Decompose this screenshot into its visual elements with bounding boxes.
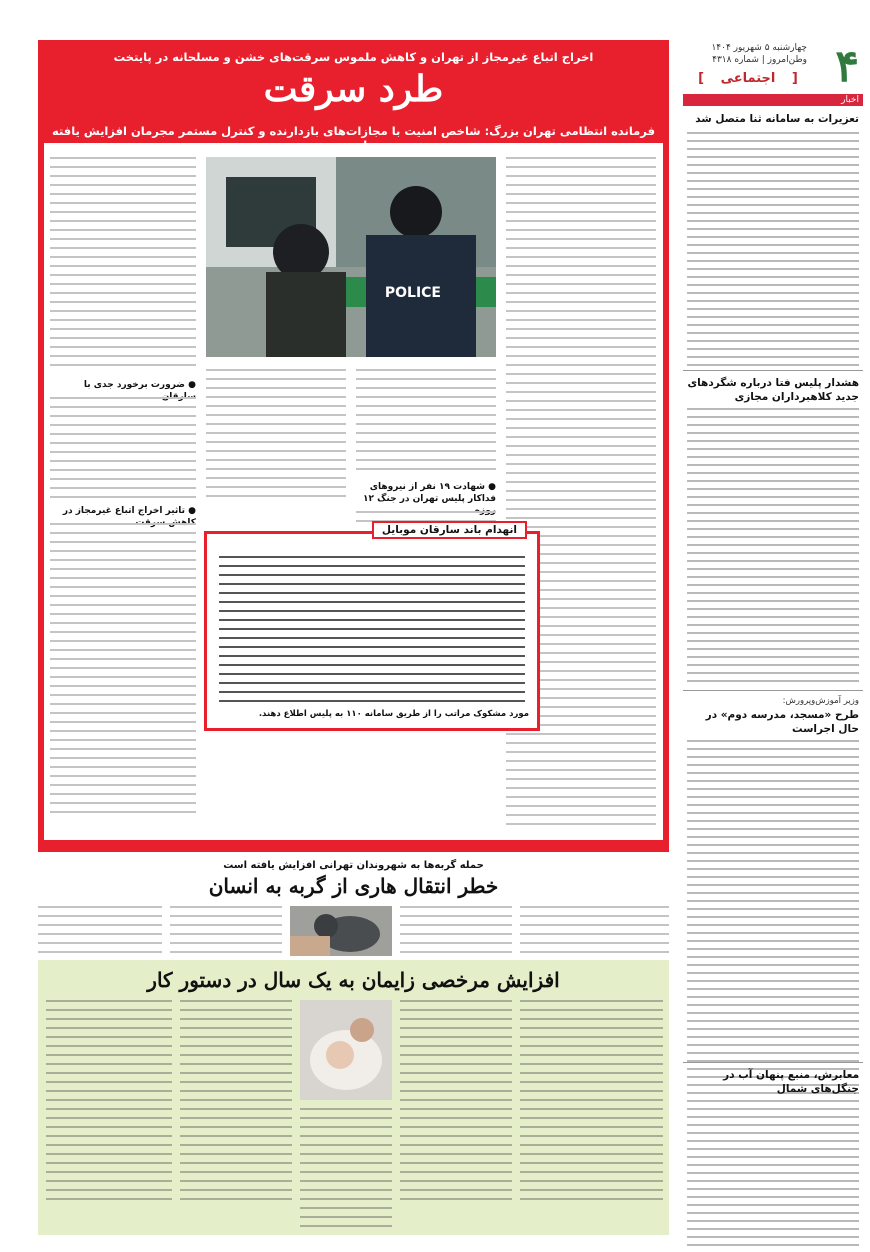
- sidebar-headline-4[interactable]: معابرش، منبع پنهان آب در جنگل‌های شمال: [723, 1069, 859, 1095]
- subhead-martyrs: ● شهادت ۱۹ نفر از نیروهای فداکار پلیس تهران در جنگ ۱۲: [363, 482, 496, 504]
- sidebar-body-4: [687, 1100, 859, 1252]
- sidebar-headline-1[interactable]: تعزیرات به سامانه ثنا متصل شد: [695, 113, 859, 125]
- cat-photo: [290, 906, 392, 956]
- sidebar-body-2: [687, 408, 859, 688]
- middle-column-4: [38, 906, 162, 960]
- sidebar: [683, 40, 863, 1235]
- section-name: اجتماعی: [720, 71, 776, 86]
- bottom-column-1: [520, 1000, 663, 1207]
- bottom-column-3b: [300, 1108, 392, 1234]
- photo-police-label: POLICE: [384, 285, 441, 301]
- page-number: ۴: [835, 41, 859, 92]
- section-title: [ اجتماعی ]: [698, 71, 798, 86]
- inset-last-line: مورد مشکوک مراتب را از طریق سامانه ۱۱۰ به پلیس اطلاع دهند.: [258, 709, 529, 719]
- bottom-column-4: [46, 1000, 172, 1207]
- subhead-strict-action: ● ضرورت برخورد جدی با: [83, 380, 196, 390]
- top-article: [38, 40, 669, 852]
- top-article-title[interactable]: طرد سرقت: [263, 68, 444, 110]
- bottom-column-3: [180, 1000, 292, 1207]
- baby-photo: [300, 1000, 392, 1100]
- bottom-article-title[interactable]: افزایش مرخصی زایمان به یک سال در دستور کار: [147, 968, 560, 992]
- inset-title[interactable]: انهدام باند سارقان موبایل: [372, 521, 527, 539]
- bottom-column-2: [400, 1000, 512, 1207]
- police-photo-illustration: [206, 157, 496, 357]
- middle-article-kicker: حمله گربه‌ها به شهروندان تهرانی افزایش یافته است: [223, 860, 484, 871]
- news-label: اخبار: [683, 94, 863, 106]
- sidebar-headline-2[interactable]: هشدار پلیس فتا درباره شگردهای جدید کلاهبرداران مجازی: [687, 377, 859, 403]
- date-line: [689, 42, 807, 66]
- police-photo: [206, 157, 496, 357]
- sidebar-divider: [683, 370, 863, 371]
- top-article-kicker: اخراج اتباع غیرمجاز از تهران و کاهش ملموس سرقت‌های خشن و مسلحانه در پایتخت: [113, 50, 594, 64]
- body-column-4c: [50, 523, 196, 820]
- body-column-4b: [50, 397, 196, 505]
- sidebar-divider: [683, 690, 863, 691]
- page-header: [683, 40, 863, 92]
- sidebar-kicker-3: وزیر آموزش‌وپرورش:: [782, 696, 859, 706]
- middle-column-1: [520, 906, 669, 960]
- middle-column-2: [400, 906, 512, 960]
- top-article-subtitle: فرمانده انتظامی تهران بزرگ: شاخص امنیت با مجازات‌های بازدارنده و کنترل مستمر مجرمان افزایش یافته: [52, 124, 655, 138]
- middle-column-3: [170, 906, 282, 960]
- issue-number: وطن‌امروز | شماره ۴۳۱۸: [712, 55, 807, 65]
- cat-illustration: [290, 906, 392, 956]
- issue-date: چهارشنبه ۵ شهریور ۱۴۰۴: [711, 43, 807, 53]
- mother-baby-illustration: [300, 1000, 392, 1100]
- sidebar-headline-3[interactable]: طرح «مسجد، مدرسه دوم» در حال اجراست: [705, 709, 859, 735]
- body-column-2: [356, 369, 496, 477]
- inset-box: [204, 524, 540, 731]
- middle-article-title[interactable]: خطر انتقال هاری از گربه به انسان: [208, 874, 499, 898]
- sidebar-divider: [683, 1062, 863, 1063]
- sidebar-body-1: [687, 132, 859, 372]
- body-column-4: [50, 157, 196, 373]
- top-article-body: [44, 143, 663, 840]
- inset-body: [219, 556, 525, 709]
- body-column-3: [206, 369, 346, 504]
- subhead-deportation: ● تاثیر اخراج اتباع غیرمجاز در: [62, 506, 196, 516]
